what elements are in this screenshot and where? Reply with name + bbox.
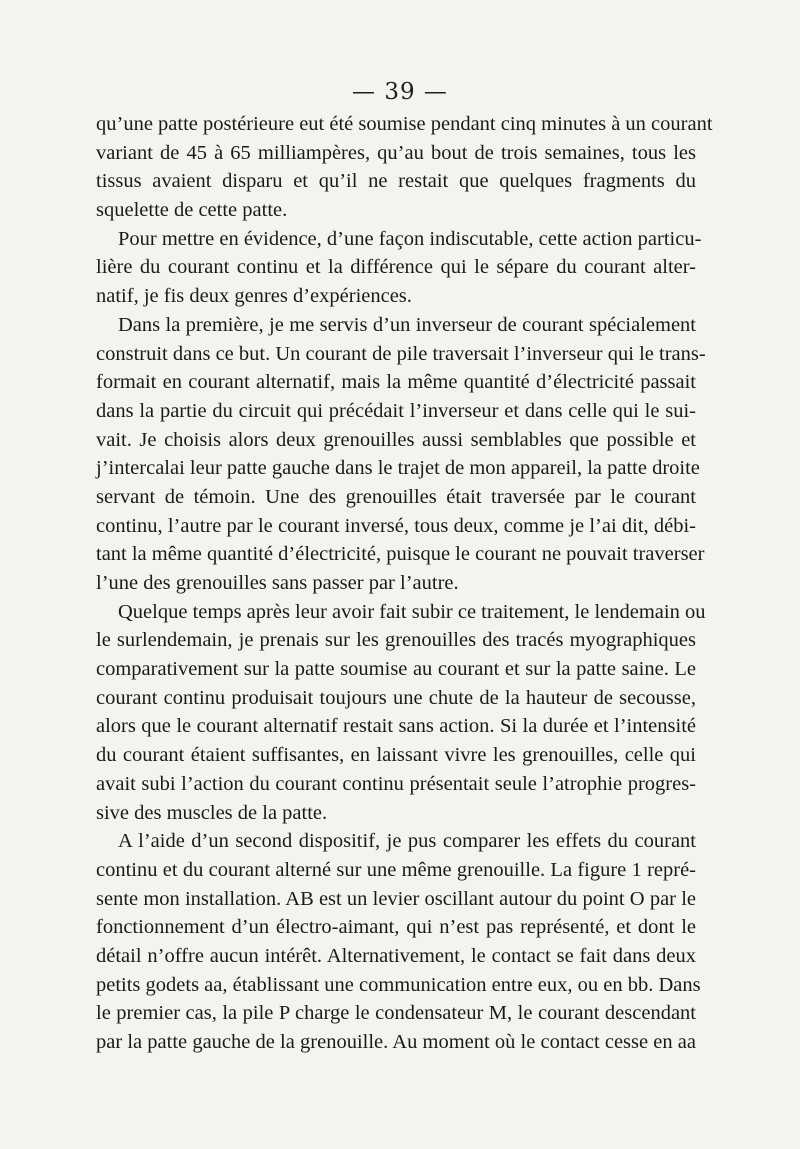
text-line: Quelque temps après leur avoir fait subir ce traitement, le lendemain ou	[118, 600, 706, 623]
text-line: continu et du courant alterné sur une même grenouille. La figure 1 repré-	[96, 858, 696, 881]
text-line: natif, je fis deux genres d’expériences.	[96, 285, 412, 308]
text-line: A l’aide d’un second dispositif, je pus comparer les effets du courant	[118, 830, 696, 853]
text-line: Dans la première, je me servis d’un inverseur de courant spécialement	[118, 313, 696, 336]
text-line: avait subi l’action du courant continu présentait seule l’atrophie progres-	[96, 772, 696, 795]
text-line: vait. Je choisis alors deux grenouilles aussi semblables que possible et	[96, 428, 696, 451]
body-text	[96, 110, 713, 1057]
text-line: fonctionnement d’un électro-aimant, qui n’est pas représenté, et dont le	[96, 916, 696, 939]
text-line: servant de témoin. Une des grenouilles était traversée par le courant	[96, 485, 696, 508]
text-line: sive des muscles de la patte.	[96, 801, 328, 824]
paragraph-5	[96, 827, 701, 1057]
paragraph-4	[96, 598, 706, 828]
text-line: construit dans ce but. Un courant de pile traversait l’inverseur qui le trans-	[96, 342, 706, 365]
text-line: formait en courant alternatif, mais la même quantité d’électricité passait	[96, 371, 696, 394]
text-line: petits godets aa, établissant une communication entre eux, ou en bb. Dans	[96, 973, 701, 996]
page-number: — 39 —	[352, 79, 448, 105]
text-line: le surlendemain, je prenais sur les grenouilles des tracés myographiques	[96, 629, 696, 652]
text-line: alors que le courant alternatif restait sans action. Si la durée et l’intensité	[96, 715, 696, 738]
text-line: sente mon installation. AB est un levier oscillant autour du point O par le	[96, 887, 696, 910]
paragraph-1	[96, 110, 713, 225]
text-line: le premier cas, la pile P charge le condensateur M, le courant descendant	[96, 1002, 696, 1025]
text-line: par la patte gauche de la grenouille. Au moment où le contact cesse en aa	[96, 1031, 696, 1053]
text-line: j’intercalai leur patte gauche dans le trajet de mon appareil, la patte droite	[96, 457, 700, 480]
text-line: comparativement sur la patte soumise au courant et sur la patte saine. Le	[96, 658, 696, 681]
text-line: courant continu produisait toujours une chute de la hauteur de secousse,	[96, 686, 696, 709]
text-line: continu, l’autre par le courant inversé, tous deux, comme je l’ai dit, débi-	[96, 514, 696, 537]
text-line: détail n’offre aucun intérêt. Alternativement, le contact se fait dans deux	[96, 944, 696, 967]
text-line: lière du courant continu et la différence qui le sépare du courant alter-	[96, 256, 696, 279]
text-line: tissus avaient disparu et qu’il ne restait que quelques fragments du	[96, 170, 696, 193]
text-line: Pour mettre en évidence, d’une façon indiscutable, cette action particu-	[118, 227, 702, 250]
text-line: dans la partie du circuit qui précédait l’inverseur et dans celle qui le sui-	[96, 399, 696, 422]
text-line: tant la même quantité d’électricité, puisque le courant ne pouvait traverser	[96, 543, 705, 566]
paragraph-2	[96, 225, 702, 311]
text-line: squelette de cette patte.	[96, 199, 288, 222]
paragraph-3	[96, 311, 706, 598]
text-line: du courant étaient suffisantes, en laissant vivre les grenouilles, celle qui	[96, 744, 696, 767]
text-line: variant de 45 à 65 milliampères, qu’au bout de trois semaines, tous les	[96, 141, 696, 164]
text-line: l’une des grenouilles sans passer par l’autre.	[96, 572, 459, 594]
text-line: qu’une patte postérieure eut été soumise pendant cinq minutes à un courant	[96, 113, 713, 135]
